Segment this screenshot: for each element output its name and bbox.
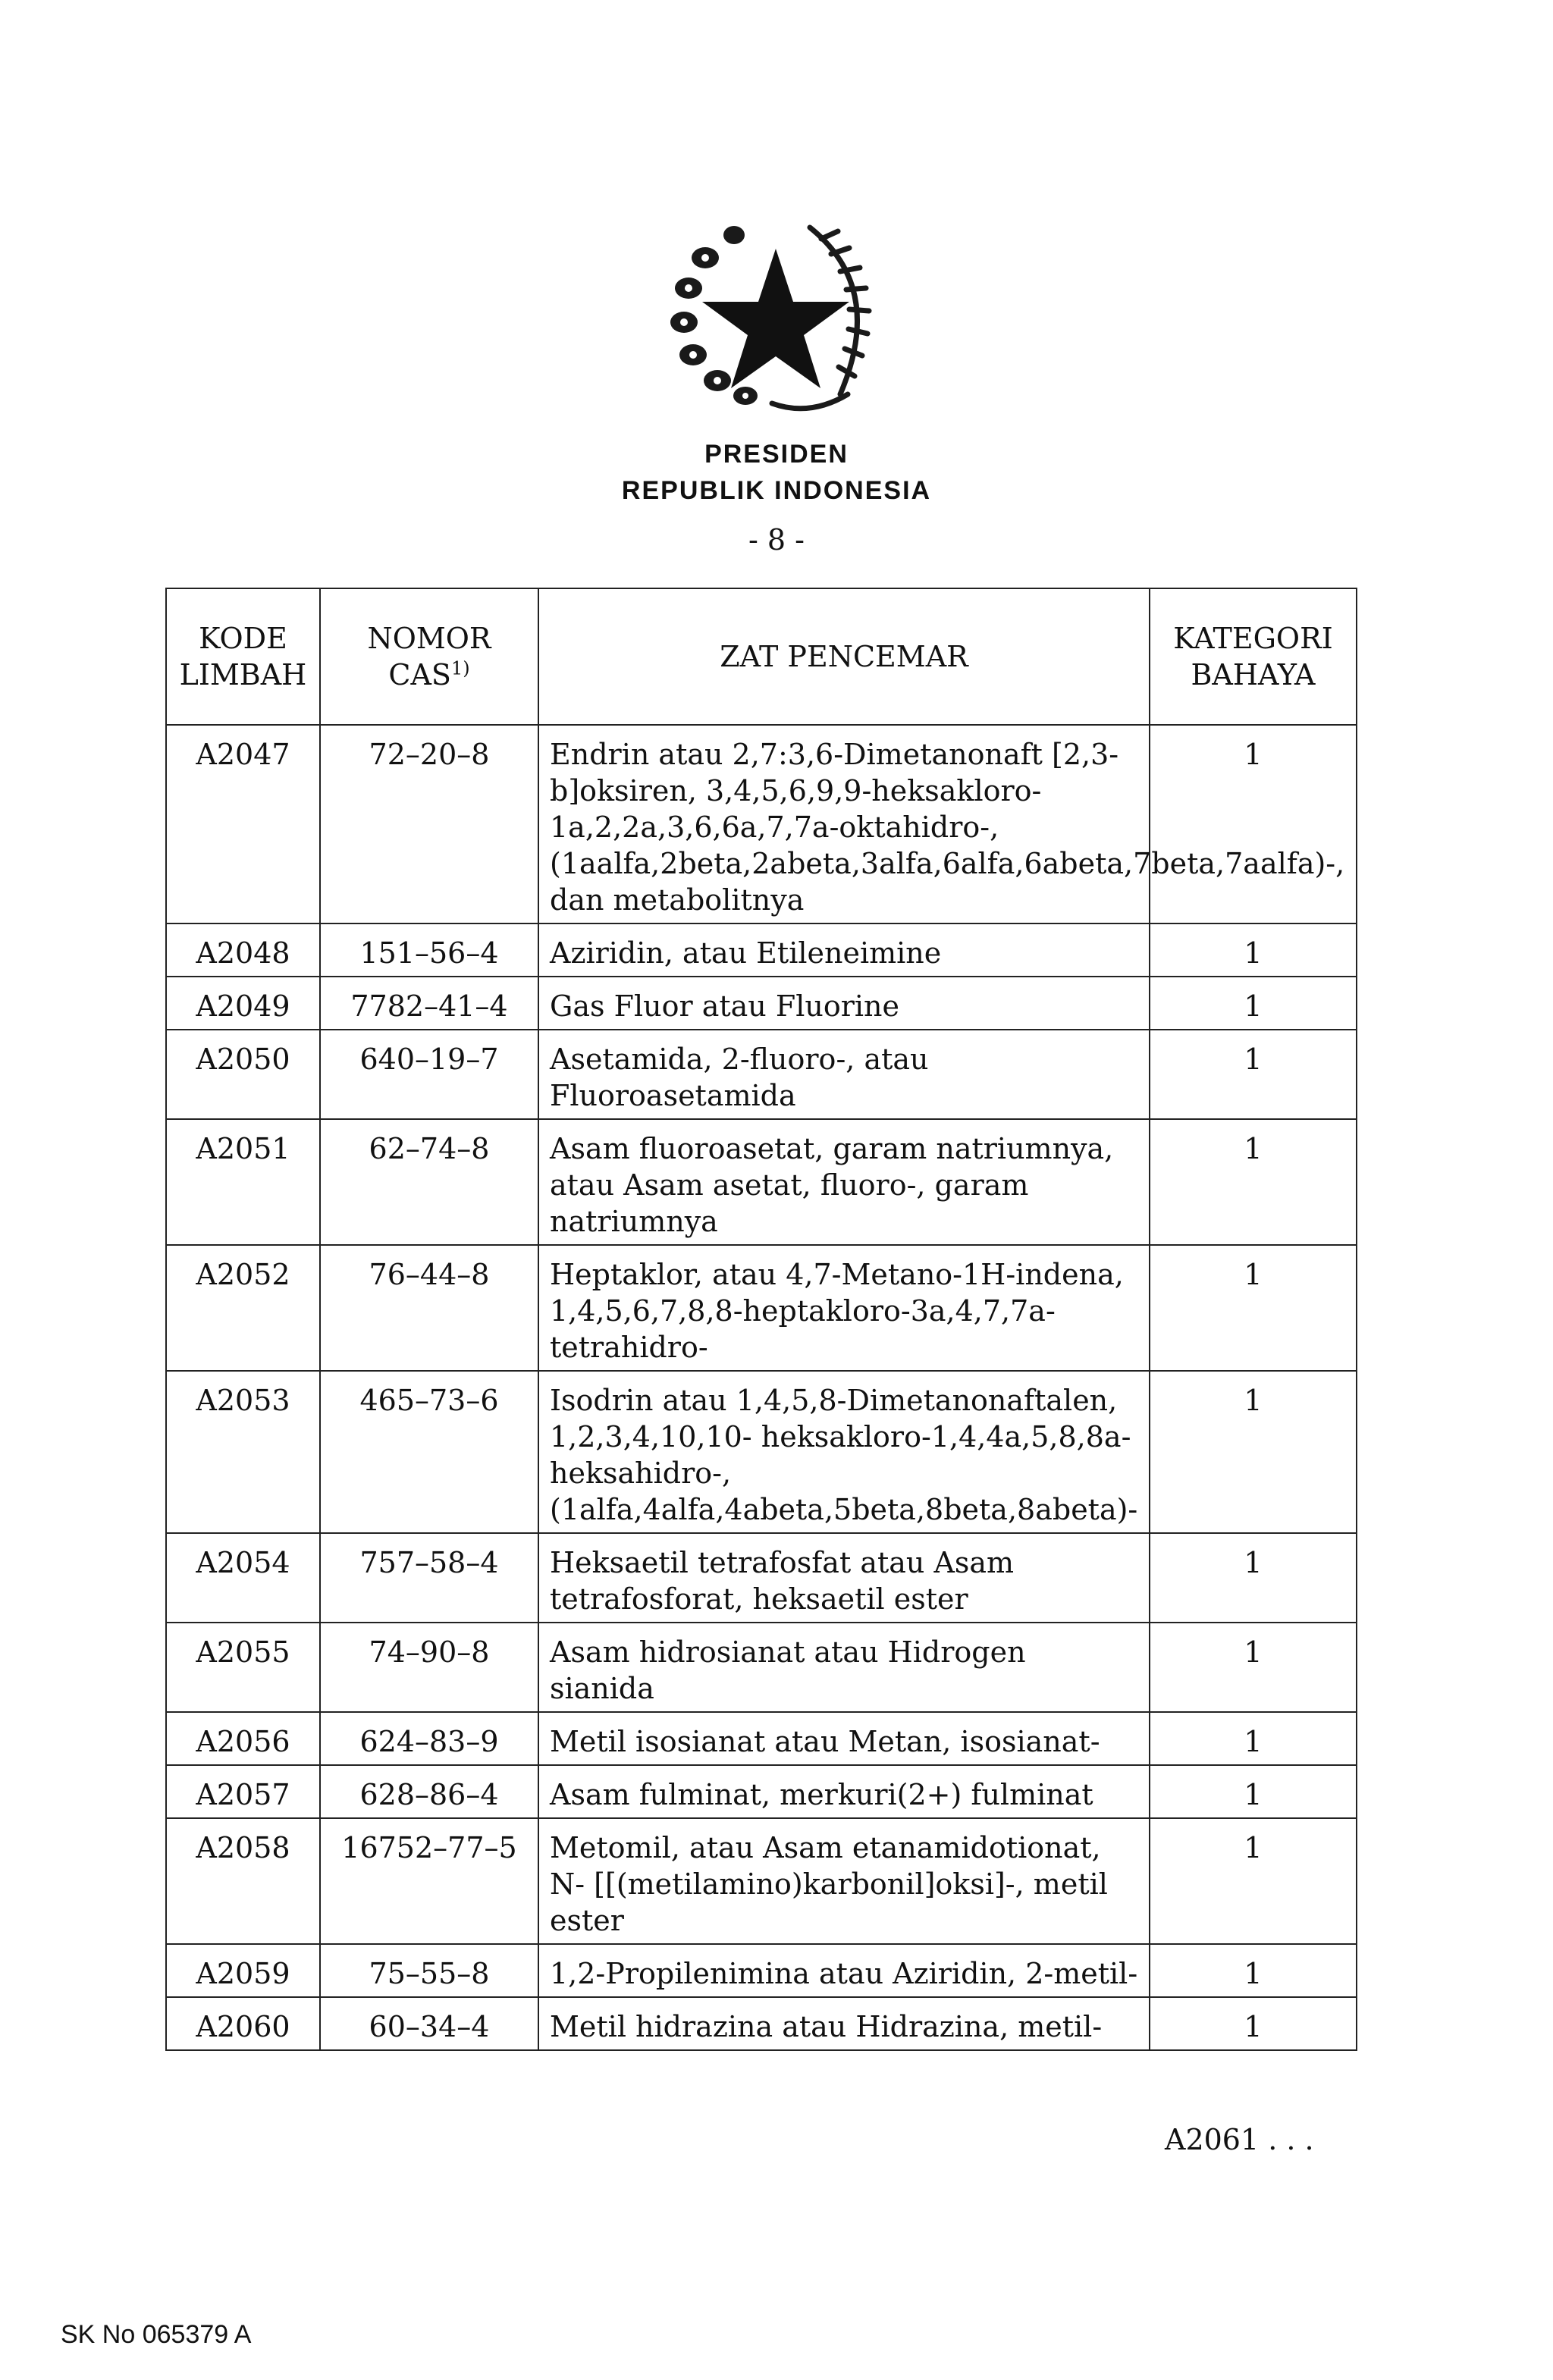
cell-substance: 1,2-Propilenimina atau Aziridin, 2-metil-: [538, 1944, 1150, 1997]
cell-cas: 628–86–4: [320, 1765, 538, 1818]
column-header-cas-label: NOMOR CAS: [367, 622, 491, 691]
table-row: [166, 1245, 1357, 1371]
cell-category: 1: [1150, 1997, 1357, 2050]
cell-substance: Gas Fluor atau Fluorine: [538, 977, 1150, 1030]
cell-code: A2059: [166, 1944, 320, 1997]
cell-category: 1: [1150, 1245, 1357, 1371]
table-body: [166, 725, 1357, 2050]
cell-substance: Metomil, atau Asam etanamidotionat, N- [[(metilamino)karbonil]oksi]-, metil ester: [538, 1818, 1150, 1944]
header-republik-indonesia: REPUBLIK INDONESIA: [621, 476, 932, 505]
cell-code: A2056: [166, 1712, 320, 1765]
table-row: [166, 1623, 1357, 1712]
cell-substance: Asam fluoroasetat, garam natriumnya, atau Asam asetat, fluoro-, garam natriumnya: [538, 1119, 1150, 1245]
cell-category: 1: [1150, 1623, 1357, 1712]
document-footer: SK No 065379 A: [61, 2320, 252, 2349]
cell-code: A2055: [166, 1623, 320, 1712]
column-header-cas: [320, 588, 538, 725]
cell-category: 1: [1150, 1944, 1357, 1997]
cell-category: 1: [1150, 923, 1357, 977]
cell-category: 1: [1150, 725, 1357, 923]
table-row: [166, 977, 1357, 1030]
garuda-star-emblem-icon: [658, 205, 893, 432]
column-header-category: KATEGORI BAHAYA: [1150, 588, 1357, 725]
cell-cas: 60–34–4: [320, 1997, 538, 2050]
column-header-code: KODE LIMBAH: [166, 588, 320, 725]
table-row: [166, 1765, 1357, 1818]
cell-category: 1: [1150, 1765, 1357, 1818]
cell-category: 1: [1150, 1371, 1357, 1533]
cell-substance: Metil hidrazina atau Hidrazina, metil-: [538, 1997, 1150, 2050]
cell-cas: 640–19–7: [320, 1030, 538, 1119]
cell-code: A2057: [166, 1765, 320, 1818]
cell-substance: Aziridin, atau Etileneimine: [538, 923, 1150, 977]
table-header-row: [166, 588, 1357, 725]
cell-cas: 75–55–8: [320, 1944, 538, 1997]
table-row: [166, 1997, 1357, 2050]
cell-code: A2049: [166, 977, 320, 1030]
cell-substance: Endrin atau 2,7:3,6-Dimetanonaft [2,3-b]oksiren, 3,4,5,6,9,9-heksakloro-1a,2,2a,3,6,6a,7,7a-oktahidro-, (1aalfa,2beta,2abeta,3alfa,6alfa,6abeta,7beta,7aalfa)-, dan metabolitnya: [538, 725, 1150, 923]
cell-substance: Asam fulminat, merkuri(2+) fulminat: [538, 1765, 1150, 1818]
table-row: [166, 1119, 1357, 1245]
cell-code: A2053: [166, 1371, 320, 1533]
cell-code: A2054: [166, 1533, 320, 1623]
cell-cas: 74–90–8: [320, 1623, 538, 1712]
cell-substance: Asetamida, 2-fluoro-, atau Fluoroasetamida: [538, 1030, 1150, 1119]
table-row: [166, 1030, 1357, 1119]
table-row: [166, 1712, 1357, 1765]
cell-category: 1: [1150, 1533, 1357, 1623]
cell-cas: 76–44–8: [320, 1245, 538, 1371]
cell-category: 1: [1150, 977, 1357, 1030]
cell-cas: 465–73–6: [320, 1371, 538, 1533]
waste-code-table: [165, 588, 1357, 2051]
cell-code: A2048: [166, 923, 320, 977]
cas-footnote-marker: 1): [450, 657, 470, 679]
table-row: [166, 923, 1357, 977]
cell-cas: 757–58–4: [320, 1533, 538, 1623]
table-row: [166, 1818, 1357, 1944]
cell-code: A2060: [166, 1997, 320, 2050]
cell-substance: Heptaklor, atau 4,7-Metano-1H-indena, 1,4,5,6,7,8,8-heptakloro-3a,4,7,7a-tetrahidro-: [538, 1245, 1150, 1371]
cell-cas: 62–74–8: [320, 1119, 538, 1245]
column-header-substance: ZAT PENCEMAR: [538, 588, 1150, 725]
cell-category: 1: [1150, 1119, 1357, 1245]
cell-cas: 151–56–4: [320, 923, 538, 977]
header-presiden: PRESIDEN: [704, 440, 849, 469]
cell-category: 1: [1150, 1818, 1357, 1944]
cell-category: 1: [1150, 1712, 1357, 1765]
cell-substance: Heksaetil tetrafosfat atau Asam tetrafosforat, heksaetil ester: [538, 1533, 1150, 1623]
cell-cas: 16752–77–5: [320, 1818, 538, 1944]
table-row: [166, 1371, 1357, 1533]
page-number: - 8 -: [748, 523, 805, 557]
continuation-marker: A2061 . . .: [1165, 2123, 1314, 2156]
cell-code: A2058: [166, 1818, 320, 1944]
cell-cas: 7782–41–4: [320, 977, 538, 1030]
cell-code: A2052: [166, 1245, 320, 1371]
table-row: [166, 1944, 1357, 1997]
cell-substance: Isodrin atau 1,4,5,8-Dimetanonaftalen, 1,2,3,4,10,10- heksakloro-1,4,4a,5,8,8a- heksahidro-, (1alfa,4alfa,4abeta,5beta,8beta,8abeta)-: [538, 1371, 1150, 1533]
table-row: [166, 725, 1357, 923]
table-row: [166, 1533, 1357, 1623]
cell-code: A2051: [166, 1119, 320, 1245]
cell-code: A2050: [166, 1030, 320, 1119]
cell-cas: 624–83–9: [320, 1712, 538, 1765]
cell-code: A2047: [166, 725, 320, 923]
cell-substance: Metil isosianat atau Metan, isosianat-: [538, 1712, 1150, 1765]
cell-category: 1: [1150, 1030, 1357, 1119]
cell-substance: Asam hidrosianat atau Hidrogen sianida: [538, 1623, 1150, 1712]
cell-cas: 72–20–8: [320, 725, 538, 923]
